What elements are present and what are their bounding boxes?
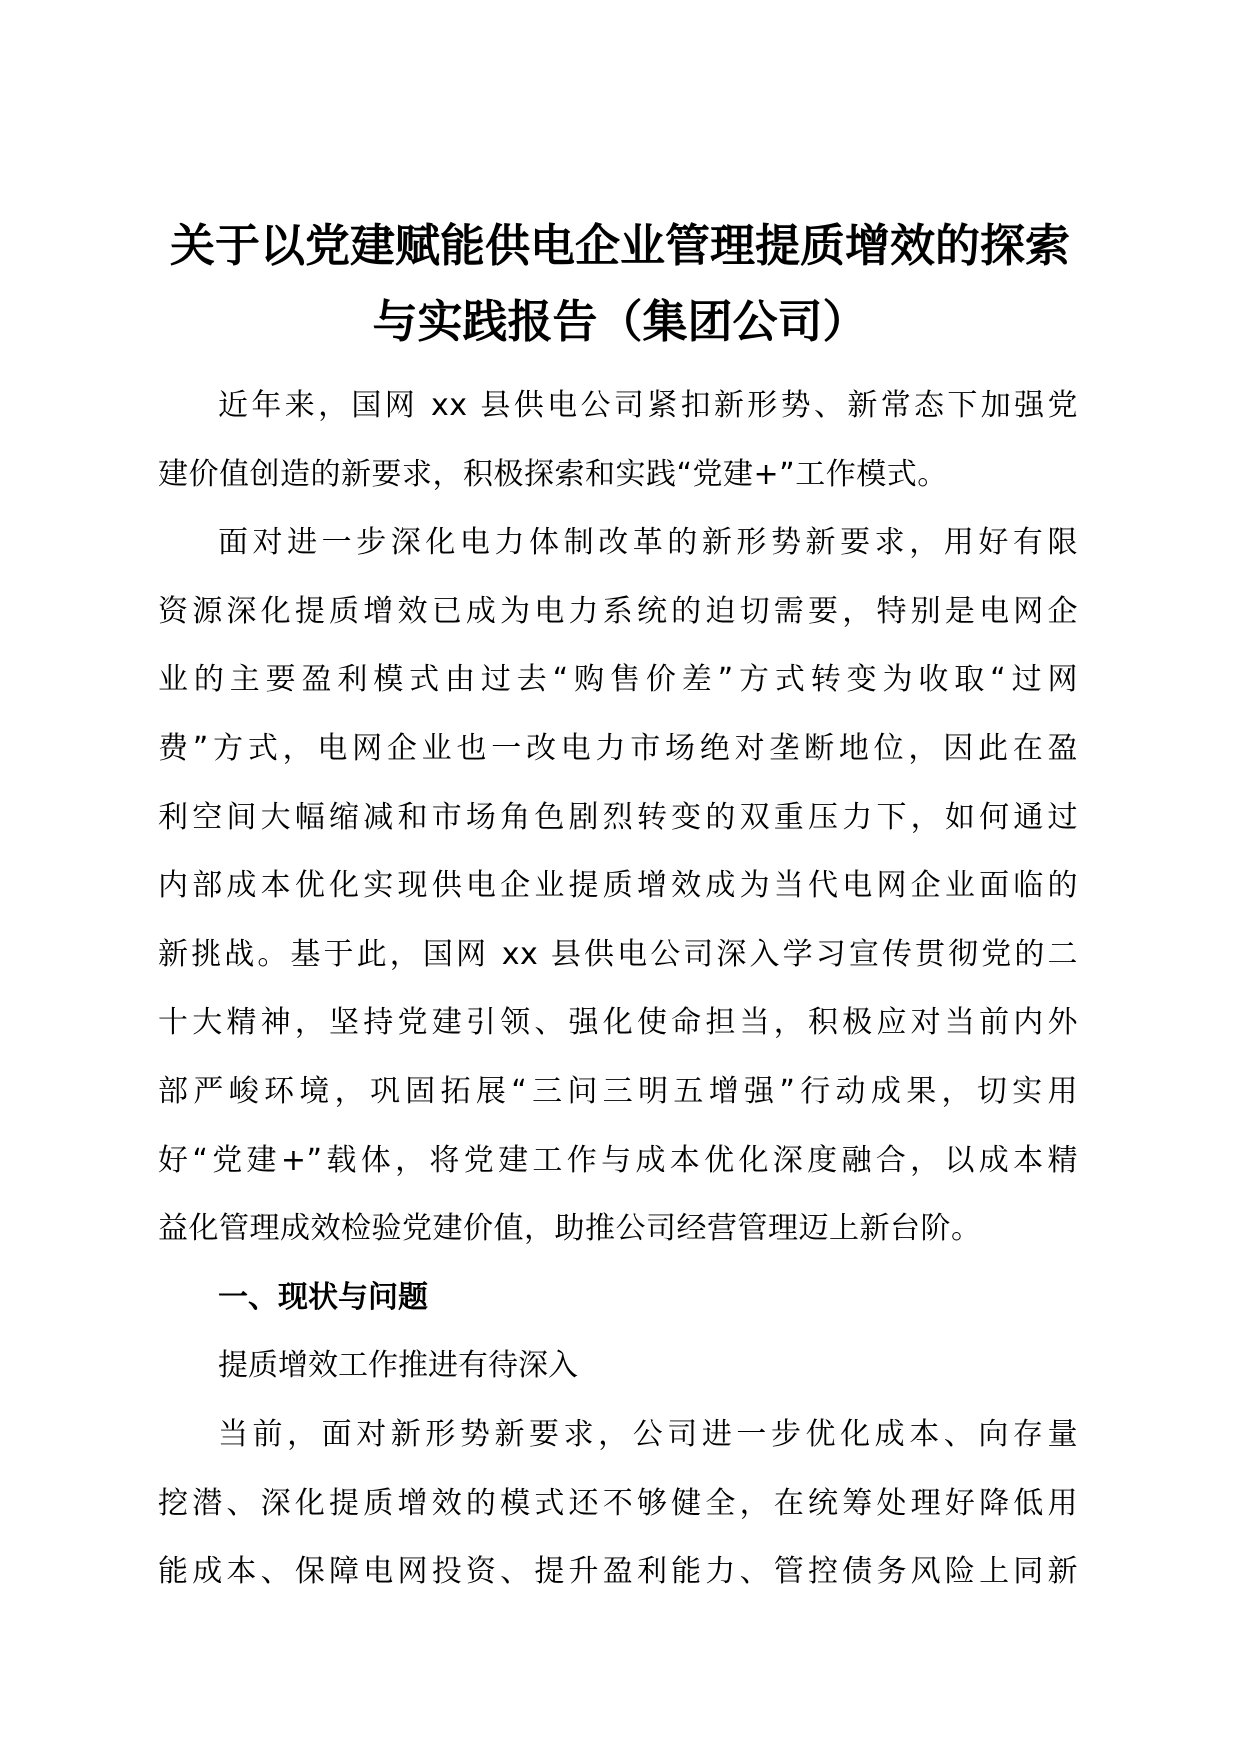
paragraph-line: 新挑战。基于此，国网 xx 县供电公司深入学习宣传贯彻党的二 bbox=[158, 936, 1078, 972]
section-heading: 一、现状与问题 bbox=[218, 1279, 428, 1315]
subsection-heading: 提质增效工作推进有待深入 bbox=[218, 1348, 578, 1384]
paragraph-line: 能成本、保障电网投资、提升盈利能力、管控债务风险上同新 bbox=[158, 1554, 1078, 1590]
paragraph-line: 部严峻环境，巩固拓展“三问三明五增强”行动成果，切实用 bbox=[158, 1073, 1078, 1109]
paragraph-line: 挖潜、深化提质增效的模式还不够健全，在统筹处理好降低用 bbox=[158, 1485, 1078, 1521]
paragraph-line: 当前，面对新形势新要求，公司进一步优化成本、向存量 bbox=[218, 1416, 1078, 1452]
document-body bbox=[158, 372, 1078, 1607]
paragraph-line: 十大精神，坚持党建引领、强化使命担当，积极应对当前内外 bbox=[158, 1005, 1078, 1041]
paragraph-line: 面对进一步深化电力体制改革的新形势新要求，用好有限 bbox=[218, 525, 1078, 561]
document-title-line-2: 与实践报告（集团公司） bbox=[372, 295, 868, 348]
paragraph-line: 利空间大幅缩减和市场角色剧烈转变的双重压力下，如何通过 bbox=[158, 799, 1078, 835]
document-title-line-1: 关于以党建赋能供电企业管理提质增效的探索 bbox=[169, 219, 1070, 272]
paragraph-line: 好“党建+”载体，将党建工作与成本优化深度融合，以成本精 bbox=[158, 1142, 1078, 1178]
paragraph-line: 资源深化提质增效已成为电力系统的迫切需要，特别是电网企 bbox=[158, 593, 1078, 629]
paragraph-line: 业的主要盈利模式由过去“购售价差”方式转变为收取“过网 bbox=[158, 662, 1078, 698]
paragraph-line: 益化管理成效检验党建价值，助推公司经营管理迈上新台阶。 bbox=[158, 1211, 982, 1247]
paragraph-line: 建价值创造的新要求，积极探索和实践“党建+”工作模式。 bbox=[158, 456, 948, 492]
paragraph-line: 内部成本优化实现供电企业提质增效成为当代电网企业面临的 bbox=[158, 868, 1078, 904]
paragraph-line: 费”方式，电网企业也一改电力市场绝对垄断地位，因此在盈 bbox=[158, 730, 1078, 766]
paragraph-line: 近年来，国网 xx 县供电公司紧扣新形势、新常态下加强党 bbox=[218, 388, 1078, 423]
